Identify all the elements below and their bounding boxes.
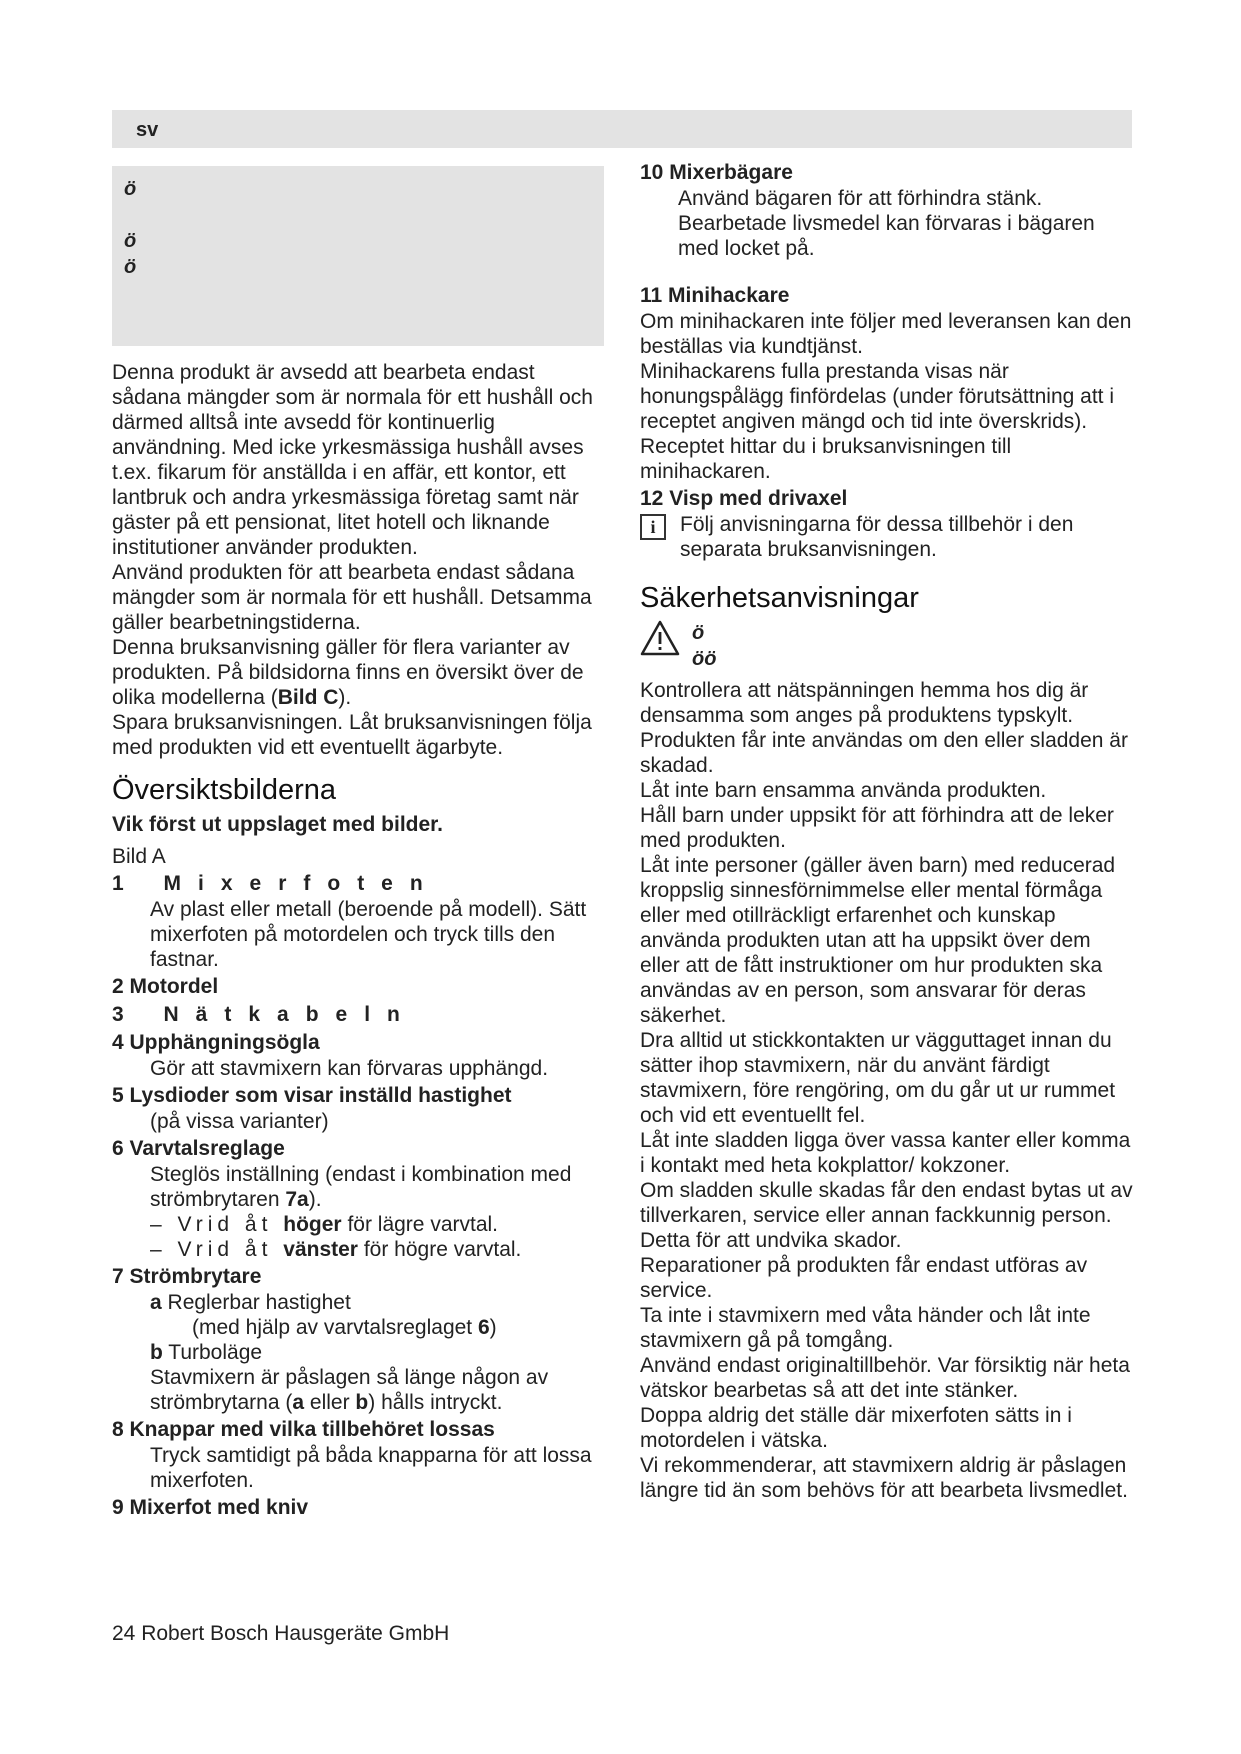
item-8-title: 8 Knappar med vilka tillbehöret lossas	[112, 1418, 495, 1441]
item-6-title: 6 Varvtalsreglage	[112, 1137, 285, 1160]
safety-paragraph-7: Om sladden skulle skadas får den endast bytas ut av tillverkaren, service eller annan fackkunnig person. Detta för att undvika skador.	[640, 1179, 1133, 1252]
safety-heading: Säkerhetsanvisningar	[640, 582, 919, 614]
item-9-title: 9 Mixerfot med kniv	[112, 1496, 309, 1519]
bild-a-label: Bild A	[112, 845, 166, 868]
item-6-line-1-c: för lägre varvtal.	[341, 1213, 499, 1236]
item-7-title: 7 Strömbrytare	[112, 1265, 262, 1288]
intro-paragraph-3-end: ).	[338, 686, 352, 709]
intro-paragraph-3	[112, 635, 604, 710]
safety-paragraph-6: Låt inte sladden ligga över vassa kanter eller komma i kontakt med heta kokplattor/ kokzoner.	[640, 1129, 1131, 1177]
item-6-text	[112, 1162, 604, 1212]
item-7-note-b: a	[292, 1391, 305, 1414]
safety-paragraph-8: Reparationer på produkten får endast utföras av service.	[640, 1254, 1088, 1302]
item-10-text: Använd bägaren för att förhindra stänk. Bearbetade livsmedel kan förvaras i bägaren med locket på.	[678, 187, 1095, 260]
language-code: sv	[136, 119, 159, 141]
warning-line-2: öö	[692, 648, 717, 670]
notice-line-1: ö	[124, 178, 137, 200]
overview-heading: Översiktsbilderna	[112, 774, 337, 806]
bild-c-ref: Bild C	[277, 686, 339, 709]
safety-paragraph-4: Låt inte personer (gäller även barn) med reducerad kroppslig sinnesförnimmelse eller mental förmåga eller med otillräckligt erfarenhet och kunskap använda produkten utan att ha uppsikt över dem eller att de fått instruktioner om hur produkten ska användas av en person, som ansvarar för deras säkerhet.	[640, 854, 1116, 1027]
item-6-line-2-c: för högre varvtal.	[357, 1238, 522, 1261]
item-7-a-sub	[112, 1315, 604, 1340]
item-12-info: Följ anvisningarna för dessa tillbehör i den separata bruksanvisningen.	[680, 513, 1074, 561]
item-6-line-1-a: – Vrid åt	[150, 1213, 284, 1236]
item-7-b-label: b	[150, 1341, 163, 1364]
intro-paragraph-2: Använd produkten för att bearbeta endast sådana mängder som är normala för ett hushåll. Detsamma gäller bearbetningstiderna.	[112, 561, 592, 634]
item-1-text: Av plast eller metall (beroende på modell). Sätt mixerfoten på motordelen och tryck tills den fastnar.	[150, 898, 587, 971]
item-7-a-sub-b: 6	[477, 1316, 490, 1339]
left-column	[112, 166, 604, 1521]
item-11-title: 11 Minihackare	[640, 284, 790, 307]
item-4-text: Gör att stavmixern kan förvaras upphängd.	[150, 1057, 549, 1080]
safety-paragraph-10: Använd endast originaltillbehör. Var försiktig när heta vätskor bearbetas så att det inte stänker.	[640, 1354, 1130, 1402]
notice-box	[112, 166, 604, 346]
item-4-title: 4 Upphängningsögla	[112, 1031, 320, 1054]
item-7-b	[112, 1340, 604, 1365]
overview-subtitle: Vik först ut uppslaget med bilder.	[112, 813, 444, 836]
item-6-text-a: Steglös inställning (endast i kombination med strömbrytaren	[150, 1163, 572, 1211]
item-7-a-label: a	[150, 1291, 162, 1314]
right-column	[640, 158, 1134, 1503]
item-6-line-2-a: – Vrid åt	[150, 1238, 284, 1261]
safety-paragraph-2: Låt inte barn ensamma använda produkten.	[640, 779, 1047, 802]
notice-line-2: ö	[124, 230, 137, 252]
safety-paragraph-5: Dra alltid ut stickkontakten ur vägguttaget innan du sätter ihop stavmixern, när du använt färdigt stavmixern, före rengöring, om du går ut ur rummet och vid ett eventuellt fel.	[640, 1029, 1116, 1127]
item-7-note	[112, 1365, 604, 1415]
item-11-text-2: Minihackarens fulla prestanda visas när honungspålägg finfördelas (under förutsättning att i receptet angiven mängd och tid inte överskrids). Receptet hittar du i bruksanvisningen till minihackaren.	[640, 360, 1114, 483]
item-6-ref: 7a	[285, 1188, 309, 1211]
info-icon: i	[640, 514, 666, 540]
item-7-b-text: Turboläge	[162, 1341, 263, 1364]
safety-paragraph-12: Vi rekommenderar, att stavmixern aldrig är påslagen längre tid än som behövs för att bearbeta livsmedlet.	[640, 1454, 1128, 1502]
item-10-title: 10 Mixerbägare	[640, 161, 793, 184]
safety-paragraph-3: Håll barn under uppsikt för att förhindra att de leker med produkten.	[640, 804, 1114, 852]
item-5-text: (på vissa varianter)	[150, 1110, 329, 1133]
item-6-line-2-b: vänster	[283, 1238, 358, 1261]
safety-paragraph-1: Kontrollera att nätspänningen hemma hos dig är densamma som anges på produktens typskylt. Produkten får inte användas om den eller sladden är skadad.	[640, 679, 1128, 777]
item-3-title: 3 Nätkabeln	[112, 1003, 417, 1026]
page-footer: 24 Robert Bosch Hausgeräte GmbH	[112, 1622, 450, 1645]
notice-line-3: ö	[124, 256, 137, 278]
item-1-title: 1 Mixerfoten	[112, 872, 440, 895]
item-6-line-1-b: höger	[283, 1213, 342, 1236]
warning-line-1: ö	[692, 622, 705, 644]
intro-paragraph-3-text: Denna bruksanvisning gäller för flera varianter av produkten. På bildsidorna finns en översikt över de olika modellerna (	[112, 636, 584, 709]
info-note	[640, 512, 1134, 562]
item-8-text: Tryck samtidigt på båda knapparna för att lossa mixerfoten.	[150, 1444, 592, 1492]
item-5-title: 5 Lysdioder som visar inställd hastighet	[112, 1084, 512, 1107]
item-12-title: 12 Visp med drivaxel	[640, 487, 848, 510]
intro-paragraph-1: Denna produkt är avsedd att bearbeta endast sådana mängder som är normala för ett hushåll och därmed alltså inte avsedd för kontinuerlig användning. Med icke yrkesmässiga hushåll avses t.ex. fikarum för anställda i en affär, ett kontor, ett lantbruk och andra yrkesmässiga företag samt när gäster på ett pensionat, litet hotell och liknande institutioner använder produkten.	[112, 361, 593, 559]
item-11-text-1: Om minihackaren inte följer med leveransen kan den beställas via kundtjänst.	[640, 310, 1132, 358]
safety-paragraph-11: Doppa aldrig det ställe där mixerfoten sätts in i motordelen i vätska.	[640, 1404, 1072, 1452]
item-6-line-2	[112, 1237, 604, 1262]
item-6-line-1	[112, 1212, 604, 1237]
item-7-a	[112, 1290, 604, 1315]
item-7-note-c: eller	[304, 1391, 356, 1414]
item-7-a-sub-a: (med hjälp av varvtalsreglaget	[192, 1316, 478, 1339]
safety-paragraph-9: Ta inte i stavmixern med våta händer och låt inte stavmixern gå på tomgång.	[640, 1304, 1091, 1352]
warning-block	[640, 620, 1134, 672]
item-7-a-text: Reglerbar hastighet	[161, 1291, 351, 1314]
language-header-bar	[112, 110, 1132, 148]
item-7-note-e: ) hålls intryckt.	[368, 1391, 503, 1414]
item-7-a-sub-c: )	[489, 1316, 497, 1339]
item-2-title: 2 Motordel	[112, 975, 219, 998]
warning-triangle-icon	[640, 620, 680, 656]
item-7-note-a: Stavmixern är påslagen så länge någon av strömbrytarna (	[150, 1366, 549, 1414]
item-7-note-d: b	[355, 1391, 369, 1414]
item-6-text-c: ).	[308, 1188, 322, 1211]
intro-paragraph-4: Spara bruksanvisningen. Låt bruksanvisningen följa med produkten vid ett eventuellt ägarbyte.	[112, 711, 592, 759]
